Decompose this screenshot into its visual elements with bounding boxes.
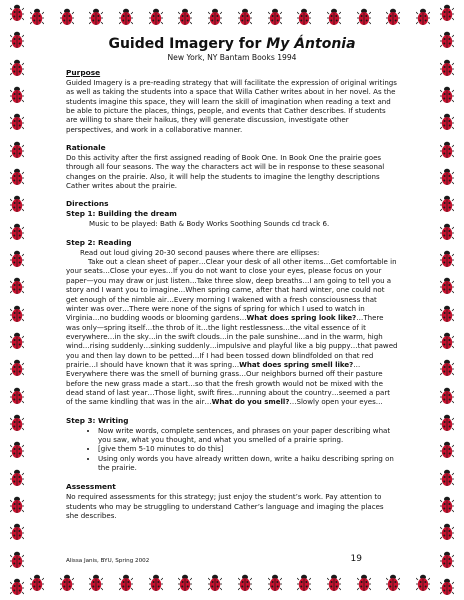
ladybug-icon bbox=[297, 574, 311, 592]
script-part-2: …There was only—spring itself…the throb of it…the light restlessness…the vital essence of it everywhere…in the sky…in the swift clouds…in the pale sunshine…and in the warm, high wind…rising suddenly…sinking suddenly…impulsive and playful like a big puppy…that pawed you and then lay down to be petted…If I had been tossed down blindfolded on that red prairie…I should have known that it was spring… bbox=[66, 313, 398, 369]
bottom-ladybug-border bbox=[30, 570, 434, 596]
title-text: Guided Imagery for bbox=[108, 36, 262, 52]
ladybug-icon bbox=[10, 4, 24, 22]
ladybug-icon bbox=[10, 277, 24, 295]
step2-heading: Step 2: Reading bbox=[66, 237, 132, 247]
purpose-text: Guided Imagery is a pre-reading strategy that will facilitate the expression of original writings as well as taking the students into a space that Willa Cather writes about in her novel. As the students imagine this space, they will learn the skill of imagination when reading a text and be able to picture the places, things, people, and events that Cather describes. If students are willing to share their haikus, they will generate discussion, investigate other perspectives, and work in a collaborative manner. bbox=[66, 78, 397, 134]
ladybug-icon bbox=[60, 574, 74, 592]
ladybug-icon bbox=[10, 469, 24, 487]
assessment-heading: Assessment bbox=[66, 482, 116, 492]
ladybug-icon bbox=[440, 113, 454, 131]
ladybug-icon bbox=[440, 195, 454, 213]
ladybug-icon bbox=[10, 305, 24, 323]
ladybug-icon bbox=[440, 4, 454, 22]
ladybug-icon bbox=[440, 469, 454, 487]
ladybug-icon bbox=[357, 574, 371, 592]
list-item: • Using only words you have already written down, write a haiku describing spring on the prairie. bbox=[98, 454, 398, 473]
page-number: 19 bbox=[350, 554, 362, 564]
ladybug-icon bbox=[440, 31, 454, 49]
ladybug-icon bbox=[149, 8, 163, 26]
ladybug-icon bbox=[178, 574, 192, 592]
author-credit: Alissa Janis, BYU, Spring 2002 bbox=[66, 558, 150, 564]
script-part-3: …Everywhere there was the smell of burning grass…Our neighbors burned off their pasture before the new grass made a start…so that the fresh growth would not be mixed with the dead stand of last year…Those light, swift fires…running about the country…seemed a part of the same kindling that was in the air… bbox=[66, 359, 391, 407]
ladybug-icon bbox=[440, 332, 454, 350]
rationale-heading: Rationale bbox=[66, 143, 106, 153]
ladybug-icon bbox=[440, 141, 454, 159]
rationale-text: Do this activity after the first assigned reading of Book One. In Book One the prairie goes through all four seasons. The way the characters act will be in response to these seasonal changes on the prairie. Also, it will help the students to imagine the lengthy descriptions Cather writes about the prairie. bbox=[66, 153, 385, 191]
ladybug-icon bbox=[178, 8, 192, 26]
ladybug-icon bbox=[10, 496, 24, 514]
step3-list bbox=[66, 426, 398, 473]
ladybug-icon bbox=[10, 113, 24, 131]
book-title: My Ántonia bbox=[266, 36, 356, 52]
ladybug-icon bbox=[10, 59, 24, 77]
ladybug-icon bbox=[89, 574, 103, 592]
ladybug-icon bbox=[440, 414, 454, 432]
question-spring-smell: What does spring smell like? bbox=[239, 359, 354, 369]
step3-heading: Step 3: Writing bbox=[66, 415, 129, 425]
assessment-text: No required assessments for this strategy; just enjoy the student’s work. Pay attention to students who may be struggling to understand Cather’s language and imaging the places she describes. bbox=[66, 492, 384, 521]
ladybug-icon bbox=[238, 574, 252, 592]
purpose-heading: Purpose bbox=[66, 68, 101, 77]
question-spring-look: What does spring look like? bbox=[246, 313, 357, 323]
script-part-4: …Slowly open your eyes… bbox=[289, 397, 383, 407]
ladybug-icon bbox=[297, 8, 311, 26]
ladybug-icon bbox=[386, 8, 400, 26]
step2-script bbox=[66, 257, 398, 407]
ladybug-icon bbox=[10, 141, 24, 159]
ladybug-icon bbox=[30, 574, 44, 592]
ladybug-icon bbox=[10, 387, 24, 405]
ladybug-icon bbox=[440, 523, 454, 541]
ladybug-icon bbox=[10, 414, 24, 432]
ladybug-icon bbox=[238, 8, 252, 26]
script-part-1: Take out a clean sheet of paper…Clear your desk of all other items…Get comfortable in your seats…Close your eyes…If you do not want to close your eyes, please focus on your paper—you may draw or just listen…Take three slow, deep breaths…I am going to tell you a story and I want you to imagine…When spring came, after that hard winter, one could not get enough of the nimble air…Every morning I wakened with a fresh consciousness that winter was over…There were none of the signs of spring for which I used to watch in Virginia…no budding woods or blooming gardens… bbox=[66, 257, 397, 323]
ladybug-icon bbox=[440, 86, 454, 104]
ladybug-icon bbox=[440, 551, 454, 569]
page-title bbox=[66, 36, 398, 52]
top-ladybug-border bbox=[30, 4, 434, 30]
publication-info: New York, NY Bantam Books 1994 bbox=[167, 53, 297, 62]
ladybug-icon bbox=[440, 441, 454, 459]
ladybug-icon bbox=[268, 574, 282, 592]
ladybug-icon bbox=[10, 250, 24, 268]
ladybug-icon bbox=[10, 31, 24, 49]
ladybug-icon bbox=[416, 574, 430, 592]
ladybug-icon bbox=[386, 574, 400, 592]
ladybug-icon bbox=[10, 86, 24, 104]
ladybug-icon bbox=[268, 8, 282, 26]
ladybug-icon bbox=[208, 8, 222, 26]
ladybug-icon bbox=[10, 332, 24, 350]
ladybug-icon bbox=[440, 359, 454, 377]
ladybug-icon bbox=[10, 523, 24, 541]
directions-heading: Directions bbox=[66, 199, 109, 209]
ladybug-icon bbox=[10, 359, 24, 377]
ladybug-icon bbox=[119, 8, 133, 26]
ladybug-icon bbox=[10, 195, 24, 213]
list-item: • [give them 5-10 minutes to do this] bbox=[98, 444, 398, 453]
ladybug-icon bbox=[60, 8, 74, 26]
ladybug-icon bbox=[10, 168, 24, 186]
step2-intro: Read out loud giving 20-30 second pauses where there are ellipses: bbox=[80, 247, 320, 257]
ladybug-icon bbox=[119, 574, 133, 592]
step1-text: Music to be played: Bath & Body Works Soothing Sounds cd track 6. bbox=[89, 219, 330, 229]
ladybug-icon bbox=[440, 277, 454, 295]
ladybug-icon bbox=[440, 305, 454, 323]
ladybug-icon bbox=[10, 223, 24, 241]
ladybug-icon bbox=[327, 8, 341, 26]
ladybug-icon bbox=[10, 441, 24, 459]
document-body bbox=[66, 36, 398, 564]
ladybug-icon bbox=[440, 59, 454, 77]
list-item: • Now write words, complete sentences, and phrases on your paper describing what you saw, what you thought, and what you smelled of a prairie spring. bbox=[98, 426, 398, 445]
ladybug-icon bbox=[440, 250, 454, 268]
step1-heading: Step 1: Building the dream bbox=[66, 209, 177, 219]
ladybug-icon bbox=[440, 168, 454, 186]
ladybug-icon bbox=[30, 8, 44, 26]
right-ladybug-border bbox=[434, 4, 460, 596]
ladybug-icon bbox=[208, 574, 222, 592]
ladybug-icon bbox=[440, 578, 454, 596]
ladybug-icon bbox=[10, 578, 24, 596]
ladybug-icon bbox=[440, 387, 454, 405]
left-ladybug-border bbox=[4, 4, 30, 596]
ladybug-icon bbox=[89, 8, 103, 26]
ladybug-icon bbox=[440, 496, 454, 514]
ladybug-icon bbox=[357, 8, 371, 26]
ladybug-icon bbox=[10, 551, 24, 569]
ladybug-icon bbox=[327, 574, 341, 592]
ladybug-icon bbox=[440, 223, 454, 241]
ladybug-icon bbox=[416, 8, 430, 26]
question-what-smell: What do you smell? bbox=[211, 397, 290, 407]
ladybug-icon bbox=[149, 574, 163, 592]
